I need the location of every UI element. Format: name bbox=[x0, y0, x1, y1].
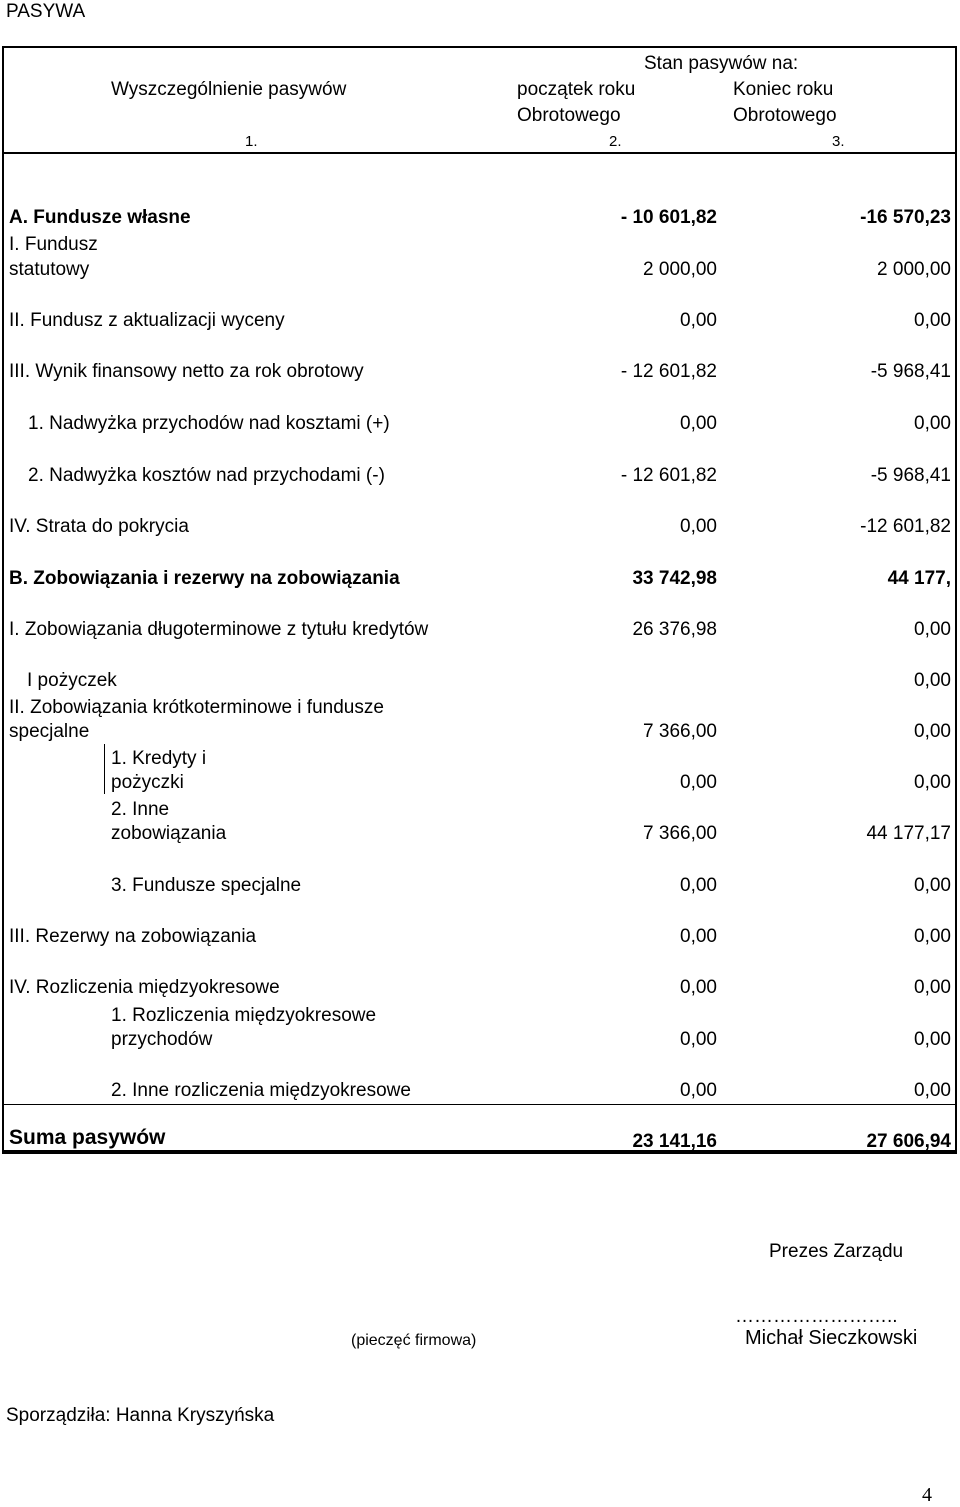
page-number: 4 bbox=[922, 1484, 932, 1506]
signature-dots: …………………….. bbox=[735, 1306, 898, 1327]
row-start-value: 0,00 bbox=[680, 977, 717, 998]
row-start-value: 0,00 bbox=[680, 516, 717, 537]
row-start-value: 7 366,00 bbox=[643, 721, 717, 742]
row-end-value: 0,00 bbox=[914, 721, 951, 742]
row-end-value: -16 570,23 bbox=[860, 207, 951, 228]
row-label: 3. Fundusze specjalne bbox=[111, 875, 302, 896]
header-col-number-2: 2. bbox=[609, 133, 622, 150]
row-start-value: 0,00 bbox=[680, 310, 717, 331]
row-start-value: 0,00 bbox=[680, 1029, 717, 1050]
header-group-label: Stan pasywów na: bbox=[644, 53, 799, 74]
header-col-number-3: 3. bbox=[832, 133, 845, 150]
company-stamp-label: (pieczęć firmowa) bbox=[351, 1332, 477, 1349]
table-bottom-rule bbox=[2, 1152, 957, 1154]
row-end-value: 44 177, bbox=[887, 568, 951, 589]
row-end-value: -5 968,41 bbox=[870, 465, 951, 486]
prepared-by: Sporządziła: Hanna Kryszyńska bbox=[6, 1405, 275, 1426]
row-label: IV. Rozliczenia międzyokresowe bbox=[9, 977, 280, 998]
row-end-value: 0,00 bbox=[914, 413, 951, 434]
row-end-value: 0,00 bbox=[914, 1029, 951, 1050]
row-end-value: -12 601,82 bbox=[860, 516, 951, 537]
row-start-value: 0,00 bbox=[680, 926, 717, 947]
row-label: 1. Nadwyżka przychodów nad kosztami (+) bbox=[28, 413, 390, 434]
row-label: 2. Inne rozliczenia międzyokresowe bbox=[111, 1080, 411, 1101]
row-label-line2: specjalne bbox=[9, 721, 90, 742]
row-end-value: 0,00 bbox=[914, 875, 951, 896]
row-label: 2. Nadwyżka kosztów nad przychodami (-) bbox=[28, 465, 385, 486]
row-label-line1: II. Zobowiązania krótkoterminowe i fundusze bbox=[9, 697, 384, 718]
total-end-value: 27 606,94 bbox=[866, 1131, 951, 1152]
president-name: Michał Sieczkowski bbox=[745, 1327, 918, 1349]
row-end-value: 2 000,00 bbox=[877, 259, 951, 280]
row-start-value: 0,00 bbox=[680, 772, 717, 793]
row-label: III. Rezerwy na zobowiązania bbox=[9, 926, 257, 947]
indent-bracket bbox=[104, 744, 105, 794]
section-title: PASYWA bbox=[6, 1, 86, 22]
row-start-value: 2 000,00 bbox=[643, 259, 717, 280]
row-start-value: - 10 601,82 bbox=[620, 207, 717, 228]
header-end-line2: Obrotowego bbox=[733, 105, 837, 126]
row-label: B. Zobowiązania i rezerwy na zobowiązania bbox=[9, 568, 400, 589]
row-end-value: 44 177,17 bbox=[866, 823, 951, 844]
header-start-line2: Obrotowego bbox=[517, 105, 621, 126]
row-start-value: - 12 601,82 bbox=[620, 361, 717, 382]
header-description: Wyszczególnienie pasywów bbox=[111, 79, 347, 100]
row-end-value: 0,00 bbox=[914, 926, 951, 947]
header-col-number-1: 1. bbox=[245, 133, 258, 150]
row-start-value: 0,00 bbox=[680, 1080, 717, 1101]
row-end-value: 0,00 bbox=[914, 1080, 951, 1101]
row-label: A. Fundusze własne bbox=[9, 207, 191, 228]
header-rule bbox=[2, 152, 957, 154]
row-label: IV. Strata do pokrycia bbox=[9, 516, 189, 537]
row-start-value: 0,00 bbox=[680, 875, 717, 896]
row-start-value: 7 366,00 bbox=[643, 823, 717, 844]
row-label-line1: 1. Kredyty i bbox=[111, 748, 207, 769]
row-start-value: 33 742,98 bbox=[632, 568, 717, 589]
row-start-value: - 12 601,82 bbox=[620, 465, 717, 486]
row-start-value: 26 376,98 bbox=[632, 619, 717, 640]
row-end-value: 0,00 bbox=[914, 772, 951, 793]
row-end-value: 0,00 bbox=[914, 670, 951, 691]
row-label-line2: pożyczki bbox=[111, 772, 184, 793]
total-label: Suma pasywów bbox=[9, 1126, 166, 1149]
row-end-value: 0,00 bbox=[914, 310, 951, 331]
row-label-line1: I. Fundusz bbox=[9, 234, 98, 255]
row-end-value: -5 968,41 bbox=[870, 361, 951, 382]
row-label: I pożyczek bbox=[27, 670, 117, 691]
row-end-value: 0,00 bbox=[914, 977, 951, 998]
row-label-line1: 2. Inne bbox=[111, 799, 170, 820]
president-title: Prezes Zarządu bbox=[769, 1241, 904, 1262]
header-end-line1: Koniec roku bbox=[733, 79, 834, 100]
header-start-line1: początek roku bbox=[517, 79, 636, 100]
row-label: I. Zobowiązania długoterminowe z tytułu kredytów bbox=[9, 619, 429, 640]
row-label: III. Wynik finansowy netto za rok obrotowy bbox=[9, 361, 364, 382]
row-label: II. Fundusz z aktualizacji wyceny bbox=[9, 310, 285, 331]
row-end-value: 0,00 bbox=[914, 619, 951, 640]
row-start-value: 0,00 bbox=[680, 413, 717, 434]
total-start-value: 23 141,16 bbox=[632, 1131, 717, 1152]
row-label-line2: przychodów bbox=[111, 1029, 213, 1050]
row-label-line2: zobowiązania bbox=[111, 823, 227, 844]
row-label-line2: statutowy bbox=[9, 259, 90, 280]
row-label-line1: 1. Rozliczenia międzyokresowe bbox=[111, 1005, 377, 1026]
total-rule bbox=[2, 1104, 957, 1105]
